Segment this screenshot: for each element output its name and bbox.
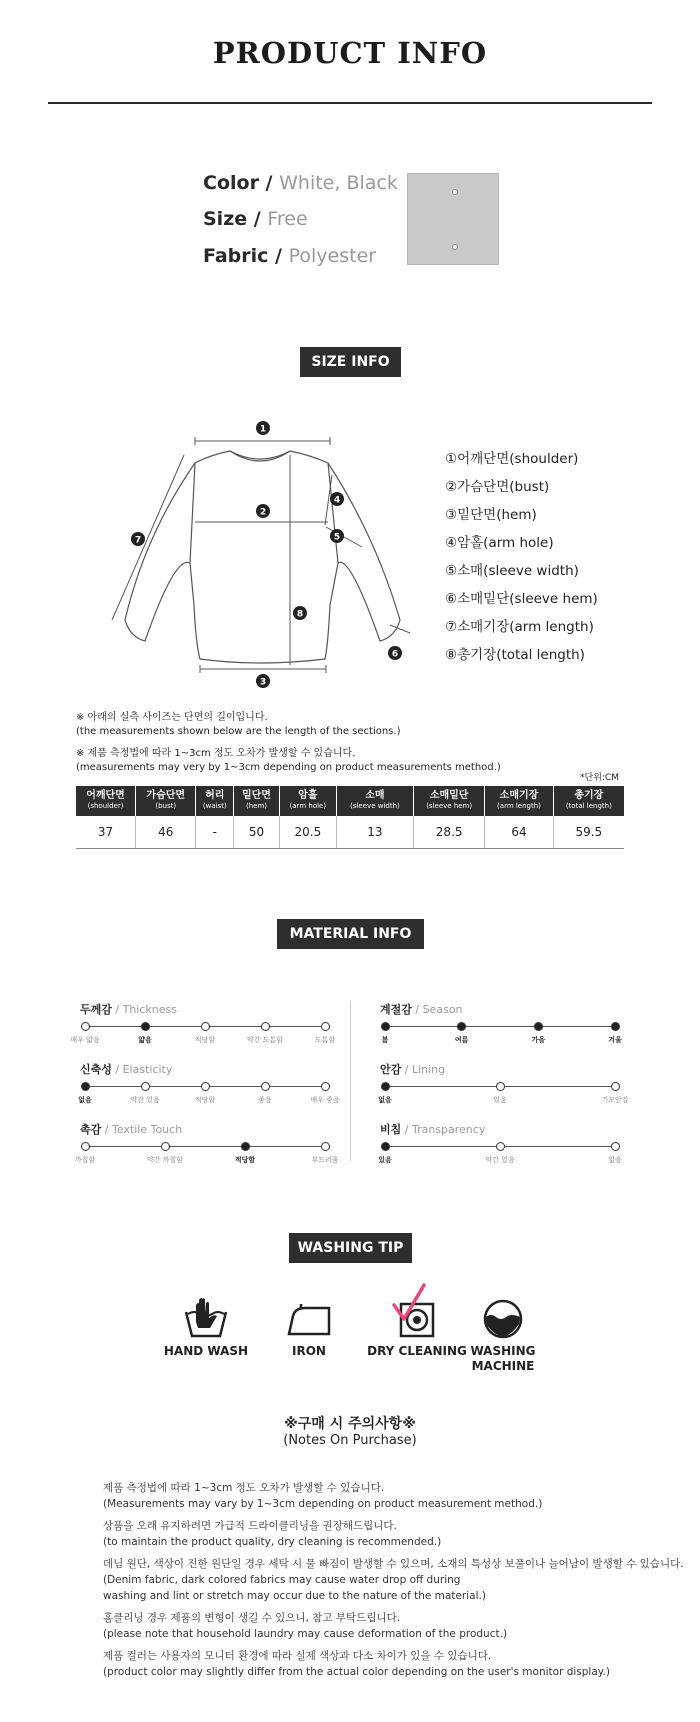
transparency-scale <box>380 1121 620 1166</box>
scale-option-label: 가을 <box>531 1036 546 1044</box>
scale-option-label: 까칠함 <box>74 1156 96 1164</box>
dry-cleaning-label: DRY CLEANING <box>367 1344 467 1358</box>
scale-dot <box>381 1142 390 1151</box>
scale-track <box>74 1146 339 1164</box>
fabric-label: Fabric / <box>203 245 282 267</box>
scale-option-label: 없음 <box>378 1096 392 1104</box>
elasticity-scale <box>78 1061 340 1106</box>
header-hem: 밑단면 (hem) <box>234 786 280 816</box>
scale-dot <box>321 1142 330 1151</box>
value-shoulder: 37 <box>76 816 136 848</box>
scale-title: 계절감 / Season <box>380 1003 463 1016</box>
color-label: Color / <box>203 172 273 194</box>
value-sleeve-hem: 28.5 <box>413 816 484 848</box>
scale-dot <box>321 1082 330 1091</box>
size-table-header <box>76 786 624 816</box>
scale-dot <box>161 1142 170 1151</box>
scale-dot <box>141 1022 150 1031</box>
scale-option-label: 적당함 <box>194 1036 216 1044</box>
washing-machine-icon <box>481 1298 525 1340</box>
value-bust: 46 <box>136 816 196 848</box>
note-5: 제품 컬러는 사용자의 모니터 환경에 따라 실제 색상과 다소 차이가 있을 수 있습니다. (product color may slightly differ from the actual color depending on the user's monitor display.) <box>103 1650 610 1678</box>
value-arm-hole: 20.5 <box>279 816 336 848</box>
scale-option-label: 있음 <box>493 1096 507 1104</box>
scale-option-label: 매우 좋음 <box>310 1096 340 1104</box>
note-3: 데님 원단, 색상이 진한 원단일 경우 세탁 시 물 빠짐이 발생할 수 있으며, 소재의 특성상 보풀이나 늘어남이 발생할 수 있습니다. (Denim fabric, dark colored fabrics may cause water drop off during washing and lint or stretch may occur due to the nature of the material.) <box>103 1558 684 1602</box>
marker-6: 6 <box>391 649 399 660</box>
textile-touch-scale <box>74 1121 339 1166</box>
size-note-1-en: (the measurements shown below are the length of the sections.) <box>76 726 401 737</box>
washing-machine-label: WASHING MACHINE <box>470 1344 536 1373</box>
legend-arm-hole: ④암홀(arm hole) <box>445 535 554 551</box>
washing-machine-item <box>453 1298 553 1374</box>
size-note-2-en: (measurements may very by 1~3cm depending on product measurements method.) <box>76 762 501 773</box>
scale-title: 비침 / Transparency <box>380 1123 486 1136</box>
iron-item <box>259 1298 359 1359</box>
marker-3: 3 <box>259 677 267 688</box>
scale-dot <box>496 1142 505 1151</box>
thickness-scale <box>70 1001 336 1046</box>
scale-dot <box>496 1082 505 1091</box>
legend-sleeve-hem: ⑥소매밑단(sleeve hem) <box>445 591 598 607</box>
page-title: PRODUCT INFO <box>212 36 488 70</box>
scale-option-label: 좋음 <box>258 1096 272 1104</box>
washing-tip-heading: WASHING TIP <box>289 1233 412 1263</box>
marker-1: 1 <box>259 424 267 435</box>
size-label: Size / <box>203 208 261 230</box>
value-waist: - <box>196 816 234 848</box>
garment-sketch <box>100 415 420 695</box>
value-sleeve-width: 13 <box>336 816 413 848</box>
hand-wash-item <box>156 1298 256 1359</box>
scale-dot <box>241 1142 250 1151</box>
scale-title: 두께감 / Thickness <box>80 1003 177 1016</box>
scale-dot <box>81 1082 90 1091</box>
scale-option-label: 적당함 <box>234 1156 256 1164</box>
header-bust: 가슴단면 (bust) <box>136 786 196 816</box>
marker-5: 5 <box>333 532 341 543</box>
size-attribute <box>203 208 308 230</box>
hand-wash-icon <box>184 1298 228 1340</box>
scale-option-label: 없음 <box>608 1156 622 1164</box>
scale-track <box>378 1146 622 1164</box>
note-1: 제품 측정법에 따라 1~3cm 정도 오차가 발생할 수 있습니다. (Measurements may vary by 1~3cm depending on product measurement method.) <box>103 1482 543 1510</box>
scale-dot <box>381 1022 390 1031</box>
scale-option-label: 약간 도톰함 <box>246 1036 284 1044</box>
legend-hem: ③밑단면(hem) <box>445 507 537 523</box>
value-total-length: 59.5 <box>553 816 624 848</box>
marker-4: 4 <box>333 495 341 506</box>
scale-option-label: 약간 있음 <box>485 1156 515 1164</box>
value-arm-length: 64 <box>485 816 553 848</box>
scale-dot <box>321 1022 330 1031</box>
marker-2: 2 <box>259 507 267 518</box>
scale-dot <box>534 1022 543 1031</box>
lining-scale <box>378 1061 629 1106</box>
size-info-heading: SIZE INFO <box>300 347 401 377</box>
size-table-row <box>76 816 624 848</box>
scale-option-label: 기모안감 <box>601 1096 629 1104</box>
note-4: 홈클리닝 경우 제품의 변형이 생길 수 있으니, 참고 부탁드립니다. (please note that household laundry may cause deformation of the product.) <box>103 1612 508 1640</box>
header-arm-hole: 암홀 (arm hole) <box>279 786 336 816</box>
season-scale <box>380 1001 620 1046</box>
scale-option-label: 약간 있음 <box>130 1096 160 1104</box>
color-attribute <box>203 172 398 194</box>
scale-option-label: 있음 <box>378 1156 392 1164</box>
note-2: 상품을 오래 유지하려면 가급적 드라이클리닝을 권장해드립니다. (to maintain the product quality, dry cleaning is recommended.) <box>103 1520 442 1548</box>
purchase-notes-subtitle: (Notes On Purchase) <box>283 1433 417 1448</box>
fabric-attribute <box>203 245 376 267</box>
scale-dot <box>201 1082 210 1091</box>
scale-dot <box>261 1022 270 1031</box>
purchase-notes-title: ※구매 시 주의사항※ <box>284 1416 416 1432</box>
fabric-value: Polyester <box>288 245 377 267</box>
legend-shoulder: ①어깨단면(shoulder) <box>445 451 579 467</box>
title-divider <box>48 102 652 104</box>
hand-wash-label: HAND WASH <box>163 1344 249 1358</box>
iron-label: IRON <box>292 1344 326 1358</box>
scale-option-label: 없음 <box>78 1096 92 1104</box>
header-waist: 허리 (waist) <box>196 786 234 816</box>
scale-option-label: 매우 얇음 <box>70 1036 100 1044</box>
size-table <box>76 786 624 849</box>
scale-dot <box>457 1022 466 1031</box>
material-divider <box>350 1001 351 1161</box>
scale-title: 촉감 / Textile Touch <box>80 1123 183 1136</box>
scale-option-label: 봄 <box>381 1036 389 1044</box>
scale-track <box>78 1086 340 1104</box>
header-total-length: 총기장 (total length) <box>553 786 624 816</box>
scale-option-label: 겨울 <box>608 1036 622 1044</box>
color-value: White, Black <box>279 172 398 194</box>
button-detail <box>452 189 458 195</box>
scale-option-label: 약간 까칠함 <box>146 1156 184 1164</box>
legend-bust: ②가슴단면(bust) <box>445 479 550 495</box>
scale-dot <box>261 1082 270 1091</box>
scale-dot <box>201 1022 210 1031</box>
scale-dot <box>381 1082 390 1091</box>
iron-icon <box>285 1298 333 1340</box>
scale-track <box>378 1086 629 1104</box>
header-sleeve-width: 소매 (sleeve width) <box>336 786 413 816</box>
scale-dot <box>81 1142 90 1151</box>
scale-option-label: 도톰함 <box>314 1036 336 1044</box>
scale-option-label: 얇음 <box>138 1036 152 1044</box>
size-value: Free <box>267 208 308 230</box>
scale-track <box>381 1026 622 1044</box>
header-shoulder: 어깨단면 (shoulder) <box>76 786 136 816</box>
unit-label: *단위:CM <box>580 773 619 783</box>
scale-dot <box>611 1082 620 1091</box>
header-sleeve-hem: 소매밑단 (sleeve hem) <box>413 786 484 816</box>
fabric-swatch-image <box>407 173 499 265</box>
marker-7: 7 <box>134 535 142 546</box>
marker-8: 8 <box>296 609 304 620</box>
scale-option-label: 여름 <box>454 1036 469 1044</box>
scale-dot <box>141 1082 150 1091</box>
scale-dot <box>81 1022 90 1031</box>
legend-arm-length: ⑦소매기장(arm length) <box>445 619 594 635</box>
scale-dot <box>611 1022 620 1031</box>
scale-dot <box>611 1142 620 1151</box>
header-arm-length: 소매기장 (arm length) <box>485 786 553 816</box>
size-note-1: ※ 아래의 실측 사이즈는 단면의 길이입니다. <box>76 712 268 723</box>
legend-total-length: ⑧총기장(total length) <box>445 647 585 663</box>
scale-option-label: 부드러움 <box>311 1156 339 1164</box>
size-note-2: ※ 제품 측정법에 따라 1~3cm 정도 오차가 발생할 수 있습니다. <box>76 748 356 759</box>
scale-title: 안감 / Lining <box>380 1063 446 1076</box>
value-hem: 50 <box>234 816 280 848</box>
check-mark-icon <box>390 1283 430 1328</box>
material-info-heading: MATERIAL INFO <box>277 919 424 949</box>
scale-track <box>70 1026 336 1044</box>
button-detail <box>452 244 458 250</box>
scale-title: 신축성 / Elasticity <box>80 1063 173 1076</box>
legend-sleeve-width: ⑤소매(sleeve width) <box>445 563 579 579</box>
scale-option-label: 적당함 <box>194 1096 216 1104</box>
